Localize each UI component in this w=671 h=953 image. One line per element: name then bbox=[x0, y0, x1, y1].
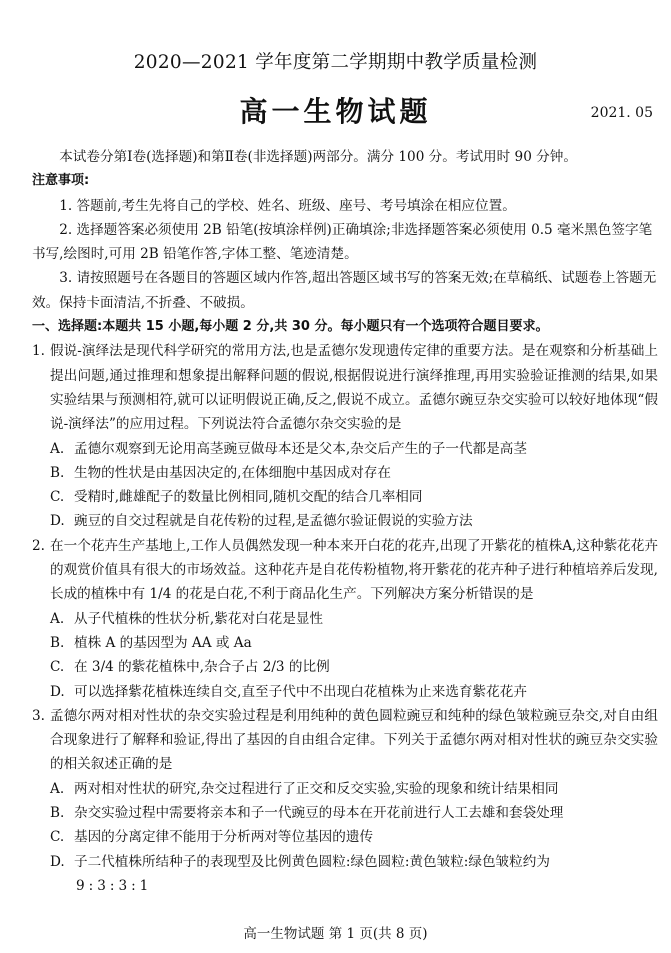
question-number: 1. bbox=[32, 343, 45, 360]
option-b bbox=[32, 461, 658, 485]
question-stem: 在一个花卉生产基地上,工作人员偶然发现一种本来开白花的花卉,出现了开紫花的植株A,这种紫花花卉的观赏价值具有很大的市场效益。这种花卉是自花传粉植物,将开紫花的花卉种子进行种植培养后发现,长成的植株中有 1/4 的花是白花,不利于商品化生产。下列解决方案分析错误的是 bbox=[50, 537, 658, 603]
option-label: C. bbox=[50, 489, 65, 506]
option-label: B. bbox=[50, 805, 65, 822]
option-label: C. bbox=[50, 829, 65, 846]
option-label: B. bbox=[50, 634, 65, 651]
option-text: 植株 A 的基因型为 AA 或 Aa bbox=[74, 634, 252, 651]
note-item: 3. 请按照题号在各题目的答题区域内作答,超出答题区域书写的答案无效;在草稿纸、试题卷上答题无效。保持卡面清洁,不折叠、不破损。 bbox=[32, 270, 657, 311]
option-label: C. bbox=[50, 659, 65, 676]
option-label: D. bbox=[50, 683, 65, 700]
option-text: 子二代植株所结种子的表现型及比例黄色圆粒:绿色圆粒:黄色皱粒:绿色皱粒约为 bbox=[74, 853, 550, 870]
option-c bbox=[32, 825, 658, 849]
subject-title: 高一生物试题 bbox=[239, 95, 432, 128]
option-text: 受精时,雌雄配子的数量比例相同,随机交配的结合几率相同 bbox=[74, 489, 423, 506]
option-label: D. bbox=[50, 513, 65, 530]
option-c bbox=[32, 485, 658, 509]
exam-date: 2021. 05 bbox=[590, 105, 653, 121]
exam-content bbox=[32, 145, 658, 898]
question-2 bbox=[32, 534, 658, 607]
note-item: 1. 答题前,考生先将自己的学校、姓名、班级、座号、考号填涂在相应位置。 bbox=[59, 197, 516, 214]
option-label: A. bbox=[50, 610, 65, 627]
question-stem: 假说-演绎法是现代科学研究的常用方法,也是孟德尔发现遗传定律的重要方法。是在观察和分析基础上提出问题,通过推理和想象提出解释问题的假说,根据假说进行演绎推理,再用实验验证推测的结果,如果实验结果与预测相符,就可以证明假说正确,反之,假说不成立。孟德尔豌豆杂交实验可以较好地体现“假说-演绎法”的应用过程。下列说法符合孟德尔杂交实验的是 bbox=[50, 343, 658, 433]
exam-header-title: 2020—2021 学年度第二学期期中教学质量检测 bbox=[133, 52, 538, 73]
question-stem: 孟德尔两对相对性状的杂交实验过程是利用纯种的黄色圆粒豌豆和纯种的绿色皱粒豌豆杂交,对自由组合现象进行了解释和验证,得出了基因的自由组合定律。下列关于孟德尔两对相对性状的豌豆杂交实验的相关叙述正确的是 bbox=[50, 707, 658, 773]
option-text: 两对相对性状的研究,杂交过程进行了正交和反交实验,实验的现象和统计结果相同 bbox=[74, 780, 559, 797]
option-text: 孟德尔观察到无论用高茎豌豆做母本还是父本,杂交后产生的子一代都是高茎 bbox=[74, 440, 527, 457]
ratio-text: 9:3:3:1 bbox=[76, 877, 153, 894]
option-b bbox=[32, 631, 658, 655]
option-d bbox=[32, 850, 658, 874]
page-footer: 高一生物试题 第 1 页(共 8 页) bbox=[243, 926, 428, 942]
notes-heading: 注意事项: bbox=[32, 173, 90, 189]
question-1 bbox=[32, 339, 658, 436]
option-text: 生物的性状是由基因决定的,在体细胞中基因成对存在 bbox=[74, 464, 391, 481]
option-text: 豌豆的自交过程就是自花传粉的过程,是孟德尔验证假说的实验方法 bbox=[74, 513, 473, 530]
option-text: 可以选择紫花植株连续自交,直至子代中不出现白花植株为止来选育紫花花卉 bbox=[74, 683, 527, 700]
option-c bbox=[32, 655, 658, 679]
section-heading: 一、选择题:本题共 15 小题,每小题 2 分,共 30 分。每小题只有一个选项符合题目要求。 bbox=[32, 319, 549, 335]
option-label: D. bbox=[50, 853, 65, 870]
option-label: A. bbox=[50, 780, 65, 797]
question-3 bbox=[32, 704, 658, 777]
option-text: 在 3/4 的紫花植株中,杂合子占 2/3 的比例 bbox=[74, 659, 330, 676]
option-a bbox=[32, 607, 658, 631]
option-label: A. bbox=[50, 440, 65, 457]
intro-text: 本试卷分第Ⅰ卷(选择题)和第Ⅱ卷(非选择题)两部分。满分 100 分。考试用时 90 分钟。 bbox=[59, 149, 577, 165]
option-a bbox=[32, 437, 658, 461]
option-d bbox=[32, 680, 658, 704]
option-text: 杂交实验过程中需要将亲本和子一代豌豆的母本在开花前进行人工去雄和套袋处理 bbox=[74, 805, 564, 822]
question-number: 3. bbox=[32, 707, 45, 724]
option-a bbox=[32, 777, 658, 801]
option-d bbox=[32, 509, 658, 533]
option-text: 从子代植株的性状分析,紫花对白花是显性 bbox=[74, 610, 324, 627]
note-item: 2. 选择题答案必须使用 2B 铅笔(按填涂样例)正确填涂;非选择题答案必须使用 0.5 毫米黑色签字笔书写,绘图时,可用 2B 铅笔作答,字体工整、笔迹清楚。 bbox=[32, 221, 653, 263]
option-label: B. bbox=[50, 464, 65, 481]
option-text: 基因的分离定律不能用于分析两对等位基因的遗传 bbox=[74, 829, 374, 846]
question-number: 2. bbox=[32, 537, 45, 554]
option-b bbox=[32, 801, 658, 825]
